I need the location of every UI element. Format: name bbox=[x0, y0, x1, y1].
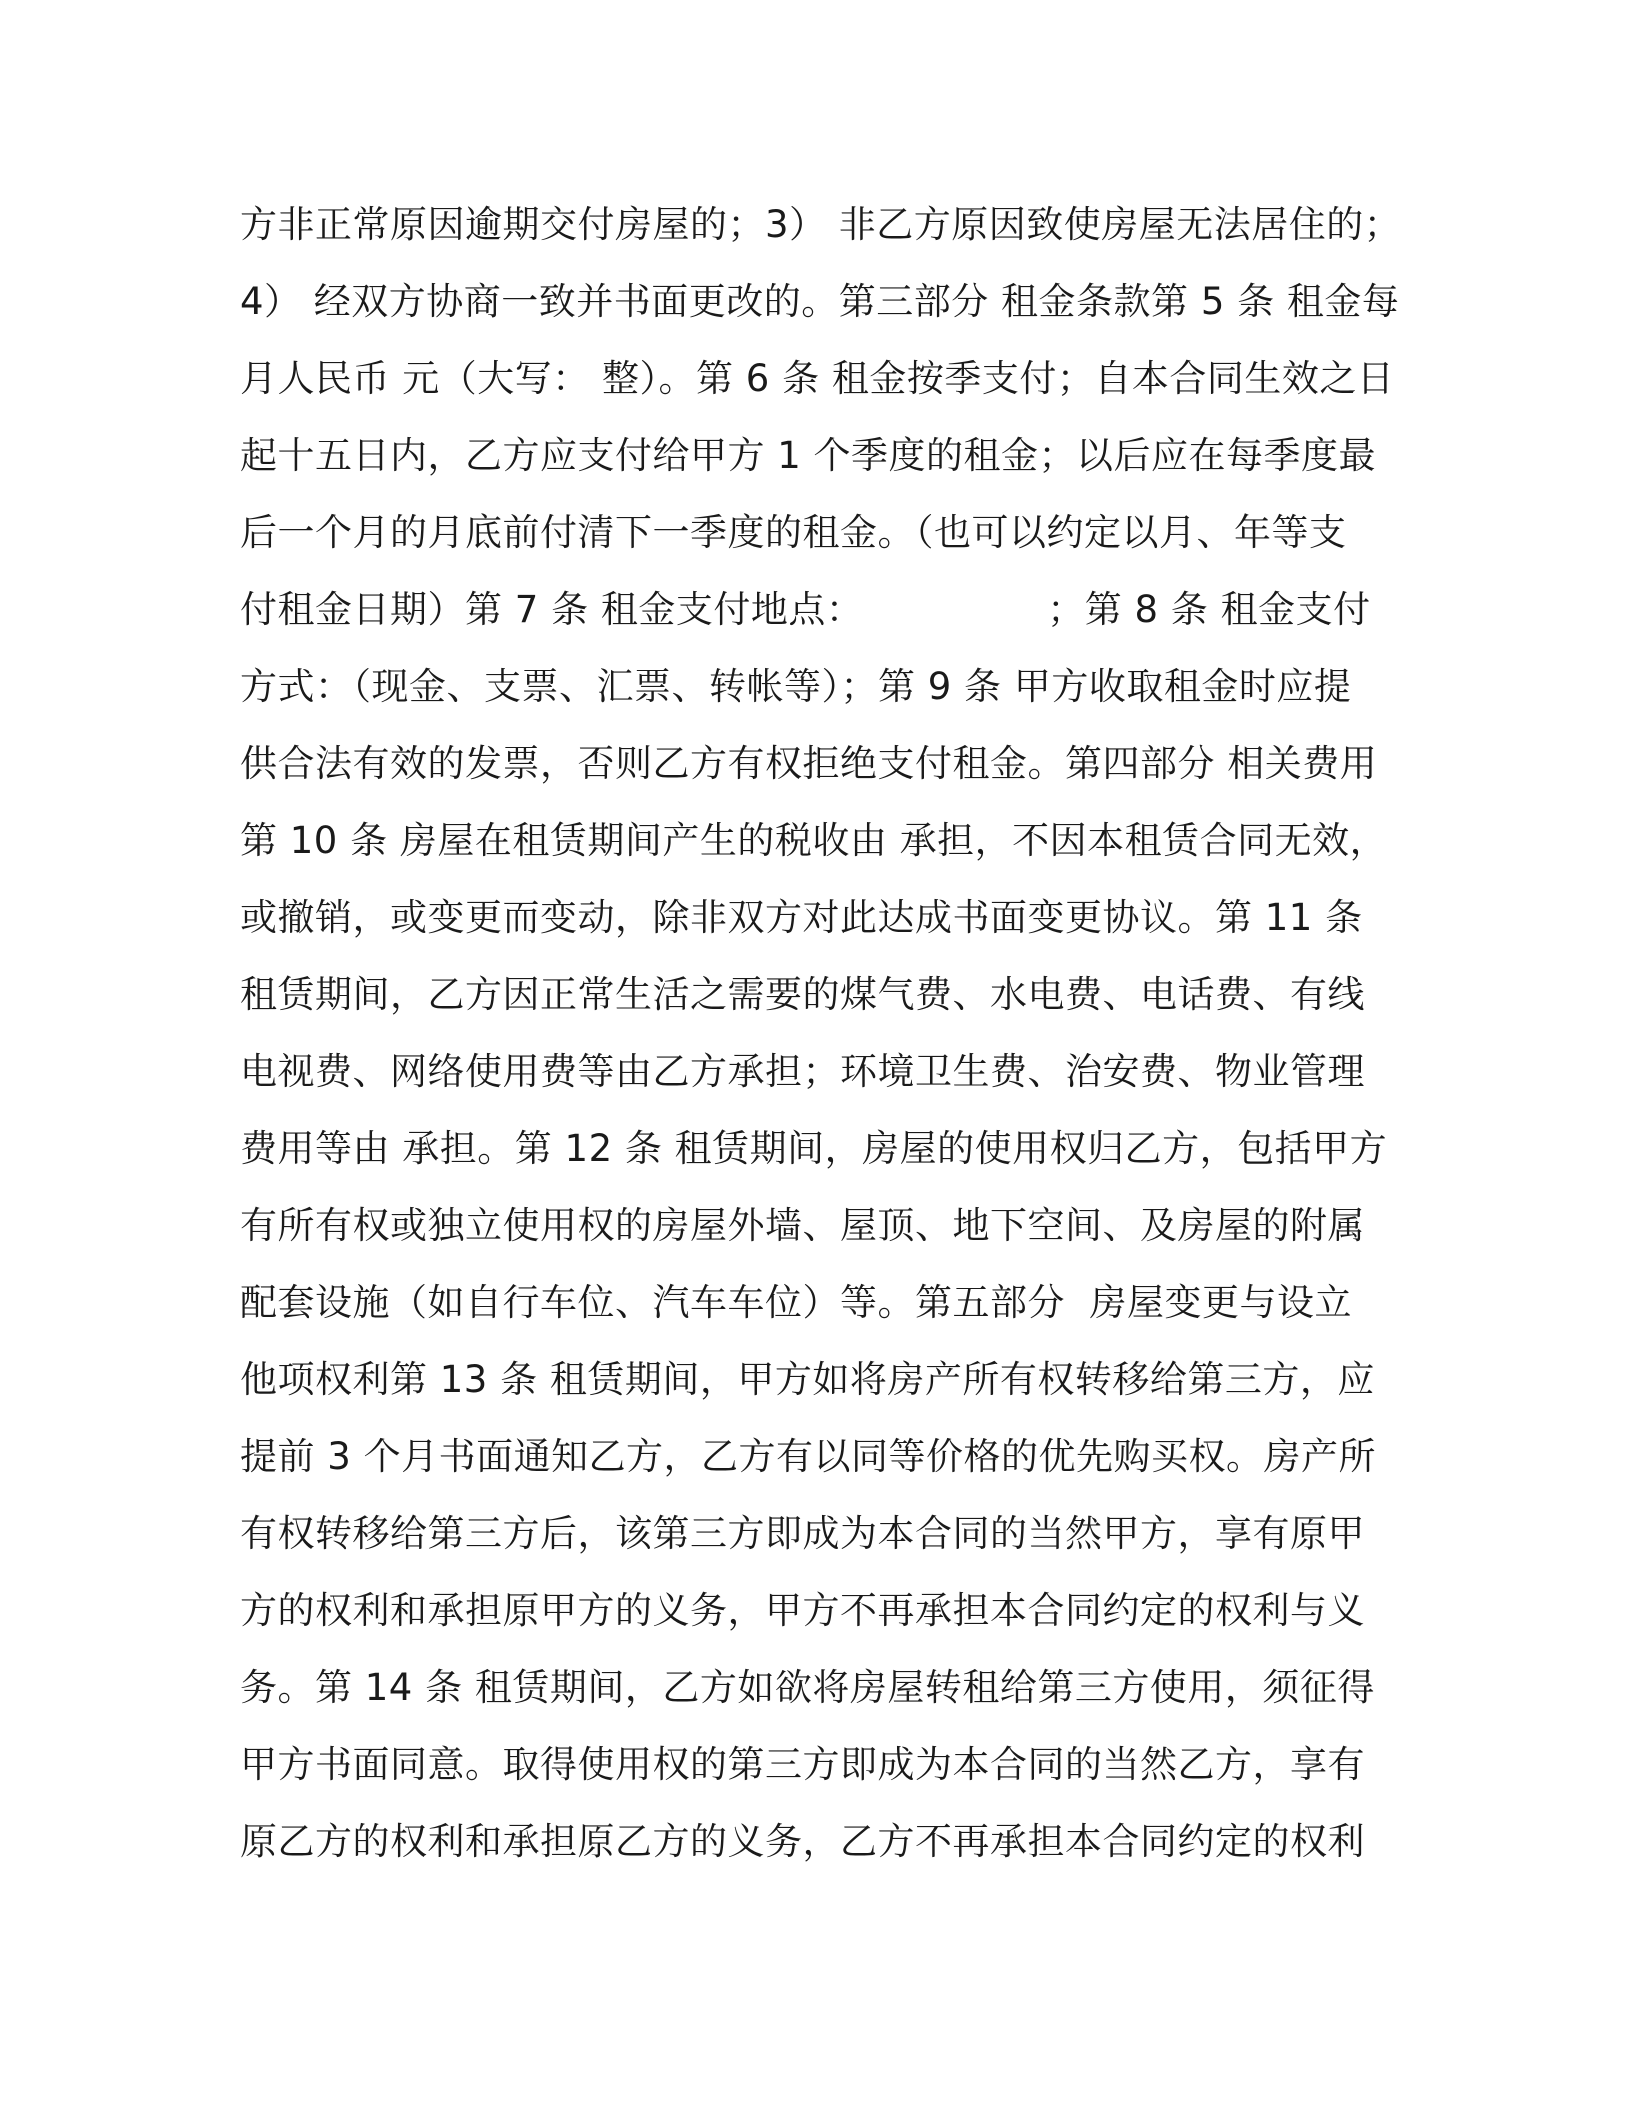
text-line: 4） 经双方协商一致并书面更改的。第三部分 租金条款第 5 条 租金每 bbox=[240, 280, 1400, 323]
text-line: 原乙方的权利和承担原乙方的义务，乙方不再承担本合同约定的权利 bbox=[240, 1820, 1365, 1863]
text-line: 或撤销，或变更而变动，除非双方对此达成书面变更协议。第 11 条 bbox=[240, 896, 1363, 939]
text-line: 后一个月的月底前付清下一季度的租金。（也可以约定以月、年等支 bbox=[240, 511, 1347, 554]
text-line: 甲方书面同意。取得使用权的第三方即成为本合同的当然乙方，享有 bbox=[240, 1743, 1365, 1786]
text-line: 方式：（现金、支票、汇票、转帐等）；第 9 条 甲方收取租金时应提 bbox=[240, 665, 1352, 708]
text-line: 有权转移给第三方后，该第三方即成为本合同的当然甲方，享有原甲 bbox=[240, 1512, 1365, 1555]
text-line: 他项权利第 13 条 租赁期间，甲方如将房产所有权转移给第三方，应 bbox=[240, 1358, 1375, 1401]
text-line: 供合法有效的发票，否则乙方有权拒绝支付租金。第四部分 相关费用 bbox=[240, 742, 1378, 785]
text-line: 提前 3 个月书面通知乙方，乙方有以同等价格的优先购买权。房产所 bbox=[240, 1435, 1377, 1478]
text-line: 方的权利和承担原甲方的义务，甲方不再承担本合同约定的权利与义 bbox=[240, 1589, 1365, 1632]
text-line: 起十五日内，乙方应支付给甲方 1 个季度的租金；以后应在每季度最 bbox=[240, 434, 1377, 477]
text-line: 有所有权或独立使用权的房屋外墙、屋顶、地下空间、及房屋的附属 bbox=[240, 1204, 1365, 1247]
text-line: 方非正常原因逾期交付房屋的；3） 非乙方原因致使房屋无法居住的； bbox=[240, 203, 1402, 246]
contract-body-text bbox=[240, 186, 1400, 1880]
text-line: 租赁期间，乙方因正常生活之需要的煤气费、水电费、电话费、有线 bbox=[240, 973, 1365, 1016]
text-line: 第 10 条 房屋在租赁期间产生的税收由 承担，不因本租赁合同无效， bbox=[240, 819, 1388, 862]
text-line: 费用等由 承担。第 12 条 租赁期间，房屋的使用权归乙方，包括甲方 bbox=[240, 1127, 1388, 1170]
text-line: 月人民币 元（大写： 整）。第 6 条 租金按季支付；自本合同生效之日 bbox=[240, 357, 1395, 400]
text-line: 务。第 14 条 租赁期间，乙方如欲将房屋转租给第三方使用，须征得 bbox=[240, 1666, 1375, 1709]
text-line: 电视费、网络使用费等由乙方承担；环境卫生费、治安费、物业管理 bbox=[240, 1050, 1365, 1093]
text-line: 付租金日期）第 7 条 租金支付地点： ；第 8 条 租金支付 bbox=[240, 588, 1371, 631]
text-line: 配套设施（如自行车位、汽车车位）等。第五部分 房屋变更与设立 bbox=[240, 1281, 1353, 1324]
